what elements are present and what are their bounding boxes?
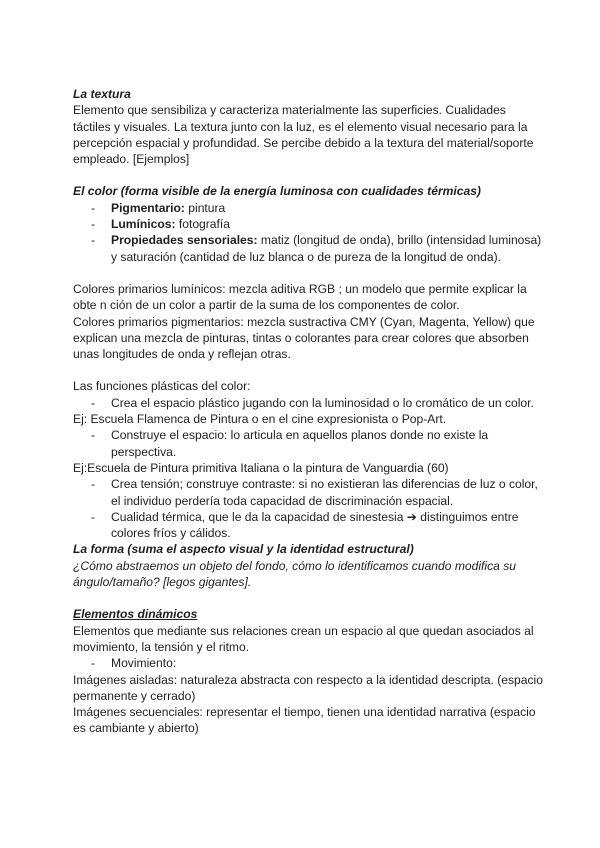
dynamic-list [73,655,543,671]
example-line: Ej:Escuela de Pintura primitiva Italiana o la pintura de Vanguardia (60) [73,460,449,475]
isolated-images-paragraph: Imágenes aisladas: naturaleza abstracta con respecto a la identidad descripta. (espacio permanente y cerrado) [73,672,543,703]
color-type-term: Lumínicos: [111,217,176,232]
color-type-term: Pigmentario: [111,200,185,215]
color-function-item: - Construye el espacio: lo articula en aquellos planos donde no existe la perspectiva. [111,427,543,460]
color-function-item: - Crea el espacio plástico jugando con la luminosidad o lo cromático de un color. [111,395,543,411]
color-type-item [111,232,543,265]
form-question: ¿Cómo abstraemos un objeto del fondo, cómo lo identificamos cuando modifica su ángulo/tamaño? [legos gigantes]. [73,558,517,590]
color-type-item [111,200,543,216]
primaries-pigment-paragraph: Colores primarios pigmentarios: mezcla sustractiva CMY (Cyan, Magenta, Yellow) que explican una mezcla de pinturas, tintas o colorantes para crear colores que absorben unas longitudes de onda y reflejan otras. [73,314,535,362]
dynamic-paragraph: Elementos que mediante sus relaciones crean un espacio al que quedan asociados al movimiento, la tensión y el ritmo. [73,623,534,654]
form-heading: La forma (suma el aspecto visual y la identidad estructural) [73,542,414,557]
texture-heading: La textura [73,87,131,101]
color-type-item [111,216,543,232]
color-functions-title: Las funciones plásticas del color: [73,379,251,394]
document-body [73,86,543,737]
color-type-desc: pintura [184,200,226,215]
dynamic-item: - Movimiento: [111,655,543,671]
color-function-list-1 [73,395,543,411]
color-function-item: - Cualidad térmica, que le da la capacidad de sinestesia ➔ distinguimos entre colores fríos y cálidos. [111,509,543,542]
dynamic-heading: Elementos dinámicos [73,607,198,622]
color-type-term: Propiedades sensoriales: [111,233,258,248]
example-line: Ej: Escuela Flamenca de Pintura o en el cine expresionista o Pop-Art. [73,412,447,427]
color-function-list-2 [73,427,543,460]
primaries-light-paragraph: Colores primarios lumínicos: mezcla aditiva RGB ; un modelo que permite explicar la obte n ción de un color a partir de la suma de los componentes de color. [73,281,527,313]
sequential-images-paragraph: Imágenes secuenciales: representar el tiempo, tienen una identidad narrativa (espacio es cambiante y abierto) [73,705,536,736]
color-function-list-3 [73,476,543,541]
color-function-item: - Crea tensión; construye contraste: si no existieran las diferencias de luz o color, el individuo perdería toda capacidad de discriminación espacial. [111,476,543,509]
color-heading: El color (forma visible de la energía luminosa con cualidades térmicas) [73,184,481,199]
color-type-desc: matiz (longitud de onda), brillo (intensidad luminosa) y saturación (cantidad de luz blanca o de pureza de la longitud de onda). [111,233,542,264]
color-type-desc: fotografía [175,217,230,232]
texture-paragraph: Elemento que sensibiliza y caracteriza materialmente las superficies. Cualidades táctiles y visuales. La textura junto con la luz, es el elemento visual necesario para la percepción espacial y profundidad. Se percibe debido a la textura del material/soporte empleado. [Ejemplos] [73,103,534,167]
color-type-list [73,200,543,265]
